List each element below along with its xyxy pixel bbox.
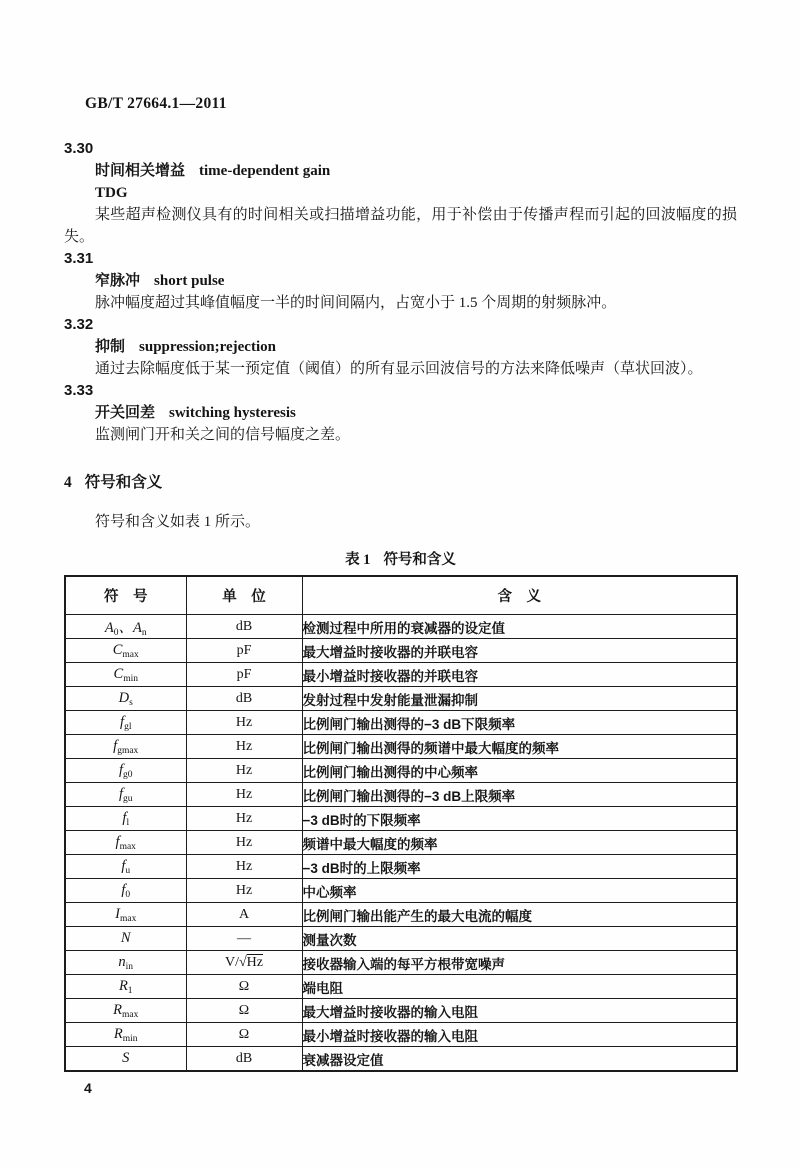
table-row: [65, 879, 737, 903]
meaning-cell: 测量次数: [302, 927, 737, 951]
meaning-cell: 端电阻: [302, 975, 737, 999]
meaning-cell: 中心频率: [302, 879, 737, 903]
meaning-cell: −3 dB时的上限频率: [302, 855, 737, 879]
symbol-cell: $C_{max}$: [65, 639, 186, 663]
page-content: [64, 138, 737, 1072]
unit-cell: —: [186, 927, 302, 951]
meaning-cell: 最小增益时接收器的并联电容: [302, 663, 737, 687]
unit-cell: Ω: [186, 1023, 302, 1047]
column-header-unit: 单 位: [186, 576, 302, 615]
term-zh: 窄脉冲: [95, 273, 141, 289]
symbols-table-head: [65, 576, 737, 615]
section-4-heading: [64, 472, 737, 494]
unit-cell: dB: [186, 615, 302, 639]
meaning-cell: 比例闸门输出测得的−3 dB上限频率: [302, 783, 737, 807]
unit-cell: Hz: [186, 711, 302, 735]
clause-number: 3.31: [64, 250, 94, 267]
term-zh: 时间相关增益: [95, 163, 186, 179]
unit-cell: Ω: [186, 975, 302, 999]
clause-number: 3.32: [64, 316, 94, 333]
header-row: [65, 576, 737, 615]
symbol-cell: $R_{max}$: [65, 999, 186, 1023]
unit-cell: dB: [186, 687, 302, 711]
term-zh: 抑制: [95, 339, 126, 355]
page-number: 4: [84, 1080, 92, 1096]
table-row: [65, 639, 737, 663]
symbol-cell: $f_{g0}$: [65, 759, 186, 783]
meaning-cell: 比例闸门输出测得的中心频率: [302, 759, 737, 783]
unit-cell: V/√Hz: [186, 951, 302, 975]
symbol-cell: $f_{gmax}$: [65, 735, 186, 759]
table-row: [65, 999, 737, 1023]
term-abbreviation: TDG: [95, 185, 128, 201]
column-header-symbol: 符 号: [65, 576, 186, 615]
unit-cell: Hz: [186, 783, 302, 807]
symbol-cell: $A_0$、$A_n$: [65, 615, 186, 639]
definition-text: 通过去除幅度低于某一预定值（阈值）的所有显示回波信号的方法来降低噪声（草状回波）。: [95, 361, 703, 377]
unit-cell: Hz: [186, 831, 302, 855]
symbols-table: [64, 575, 738, 1072]
meaning-cell: 检测过程中所用的衰减器的设定值: [302, 615, 737, 639]
table-caption-title: 符号和含义: [383, 552, 456, 568]
clause-number: 3.30: [64, 140, 94, 157]
symbol-cell: $f_u$: [65, 855, 186, 879]
unit-cell: pF: [186, 663, 302, 687]
term-line: [64, 270, 737, 292]
term-line: [64, 402, 737, 424]
symbol-cell: S: [65, 1047, 186, 1072]
meaning-cell: −3 dB时的下限频率: [302, 807, 737, 831]
meaning-cell: 发射过程中发射能量泄漏抑制: [302, 687, 737, 711]
term-line: [64, 336, 737, 358]
table-row: [65, 855, 737, 879]
symbol-cell: $f_{gu}$: [65, 783, 186, 807]
meaning-cell: 比例闸门输出测得的−3 dB下限频率: [302, 711, 737, 735]
table-caption: [64, 549, 737, 571]
meaning-cell: 最大增益时接收器的并联电容: [302, 639, 737, 663]
term-line: [64, 160, 737, 182]
symbol-cell: $f_{max}$: [65, 831, 186, 855]
term-en: short pulse: [154, 273, 225, 289]
table-row: [65, 711, 737, 735]
doc-number: GB/T 27664.1—2011: [85, 95, 227, 112]
symbol-cell: $f_0$: [65, 879, 186, 903]
definition-text: 某些超声检测仪具有的时间相关或扫描增益功能，用于补偿由于传播声程而引起的回波幅度的损失。: [64, 207, 737, 245]
unit-cell: A: [186, 903, 302, 927]
symbol-cell: $I_{max}$: [65, 903, 186, 927]
unit-cell: dB: [186, 1047, 302, 1072]
symbol-cell: $C_{min}$: [65, 663, 186, 687]
definition-text: 监测闸门开和关之间的信号幅度之差。: [95, 427, 351, 443]
table-row: [65, 927, 737, 951]
symbols-table-body: [65, 615, 737, 1072]
symbol-cell: $f_{gl}$: [65, 711, 186, 735]
term-en: suppression;rejection: [139, 339, 276, 355]
symbol-cell: $D_s$: [65, 687, 186, 711]
unit-cell: Hz: [186, 807, 302, 831]
meaning-cell: 最大增益时接收器的输入电阻: [302, 999, 737, 1023]
section-4-intro: 符号和含义如表 1 所示。: [95, 514, 261, 530]
meaning-cell: 最小增益时接收器的输入电阻: [302, 1023, 737, 1047]
table-caption-label: 表 1: [345, 552, 371, 568]
unit-cell: pF: [186, 639, 302, 663]
table-row: [65, 759, 737, 783]
meaning-cell: 衰减器设定值: [302, 1047, 737, 1072]
table-row: [65, 615, 737, 639]
term-en: switching hysteresis: [169, 405, 296, 421]
definition-section: [64, 314, 737, 380]
definition-text: 脉冲幅度超过其峰值幅度一半的时间间隔内，占宽小于 1.5 个周期的射频脉冲。: [95, 295, 617, 311]
table-row: [65, 1023, 737, 1047]
unit-cell: Ω: [186, 999, 302, 1023]
symbol-cell: $n_{in}$: [65, 951, 186, 975]
table-row: [65, 903, 737, 927]
term-en: time-dependent gain: [199, 163, 331, 179]
meaning-cell: 频谱中最大幅度的频率: [302, 831, 737, 855]
unit-cell: Hz: [186, 735, 302, 759]
unit-cell: Hz: [186, 855, 302, 879]
symbol-cell: $R_{min}$: [65, 1023, 186, 1047]
table-row: [65, 687, 737, 711]
section-4-title: 符号和含义: [84, 474, 163, 491]
symbol-cell: N: [65, 927, 186, 951]
meaning-cell: 接收器输入端的每平方根带宽噪声: [302, 951, 737, 975]
table-row: [65, 831, 737, 855]
symbol-cell: $R_1$: [65, 975, 186, 999]
definition-section: [64, 248, 737, 314]
definitions-list: [64, 138, 737, 446]
table-row: [65, 951, 737, 975]
clause-number: 3.33: [64, 382, 94, 399]
unit-cell: Hz: [186, 759, 302, 783]
section-4-number: 4: [64, 474, 72, 491]
definition-section: [64, 138, 737, 248]
table-row: [65, 735, 737, 759]
definition-section: [64, 380, 737, 446]
column-header-meaning: 含 义: [302, 576, 737, 615]
table-row: [65, 783, 737, 807]
meaning-cell: 比例闸门输出能产生的最大电流的幅度: [302, 903, 737, 927]
table-row: [65, 1047, 737, 1072]
table-row: [65, 807, 737, 831]
table-row: [65, 975, 737, 999]
term-zh: 开关回差: [95, 405, 156, 421]
meaning-cell: 比例闸门输出测得的频谱中最大幅度的频率: [302, 735, 737, 759]
unit-cell: Hz: [186, 879, 302, 903]
symbol-cell: $f_l$: [65, 807, 186, 831]
table-row: [65, 663, 737, 687]
